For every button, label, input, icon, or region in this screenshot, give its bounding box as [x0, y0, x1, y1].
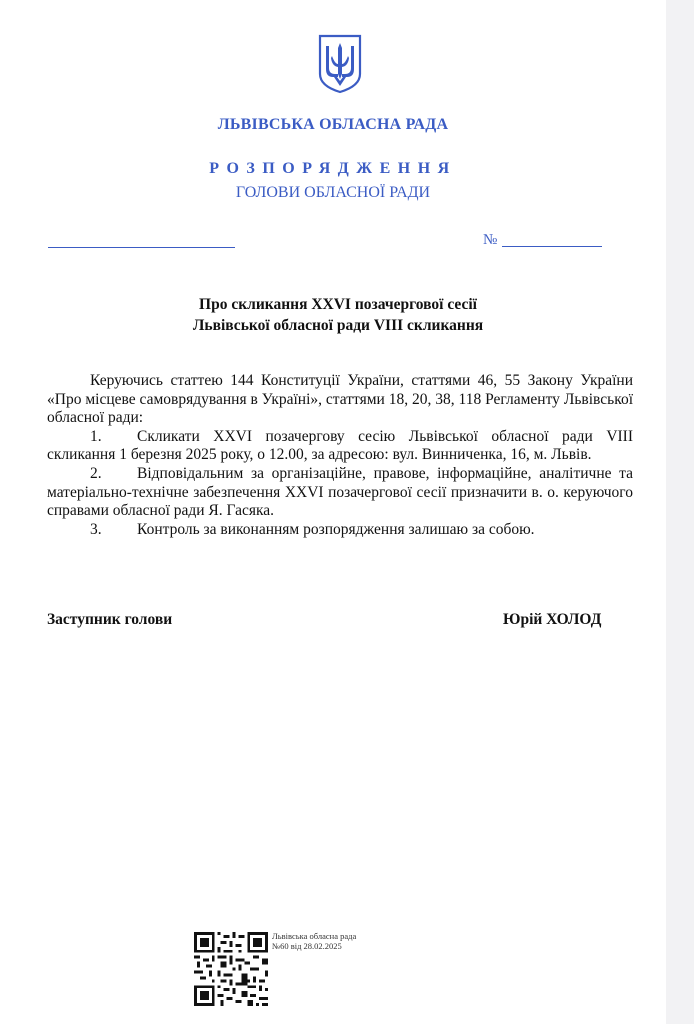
subject-line-2: Львівської обласної ради VIII скликання [192, 317, 484, 334]
list-item-text: Відповідальним за організаційне, правове, інформаційне, аналітичне та матеріально-технічне забезпечення XXVI позачергової сесії призначити в. о. керуючого справами обласної ради Я. Гасяка. [47, 464, 633, 520]
stamp-organization: Львівська обласна рада [272, 931, 357, 941]
list-item-number: 3. [90, 520, 102, 538]
registration-stamp [272, 931, 356, 951]
list-item [47, 465, 633, 521]
list-item [47, 521, 633, 540]
subject-line-1: Про скликання XXVI позачергової сесії [199, 296, 477, 313]
council-name: ЛЬВІВСЬКА ОБЛАСНА РАДА [217, 116, 449, 133]
qr-code-icon [194, 932, 268, 1006]
list-item-text: Скликати XXVI позачергову сесію Львівської обласної ради VIII скликання 1 березня 2025 року, о 12.00, за адресою: вул. Винниченка, 16, м. Львів. [47, 427, 633, 464]
signer-name: Юрій ХОЛОД [503, 611, 602, 628]
list-item [47, 428, 633, 465]
date-line [48, 247, 235, 248]
number-line [502, 246, 602, 247]
issuer-title: ГОЛОВИ ОБЛАСНОЇ РАДИ [235, 184, 431, 201]
list-item-text: Контроль за виконанням розпорядження залишаю за собою. [137, 520, 535, 538]
document-body [47, 372, 633, 539]
stamp-number-date: №60 від 28.02.2025 [272, 941, 342, 951]
document-type: РОЗПОРЯДЖЕННЯ [209, 160, 457, 177]
list-item-number: 1. [90, 427, 102, 445]
subject-heading [0, 294, 676, 336]
number-sign: № [483, 232, 498, 248]
intro-paragraph: Керуючись статтею 144 Конституції України, статтями 46, 55 Закону України «Про місцеве самоврядування в Україні», статтями 18, 20, 38, 118 Регламенту Львівської обласної ради: [47, 372, 633, 427]
tryzub-coat-of-arms-icon [317, 34, 363, 94]
list-item-number: 2. [90, 464, 102, 482]
signer-title: Заступник голови [47, 611, 173, 628]
